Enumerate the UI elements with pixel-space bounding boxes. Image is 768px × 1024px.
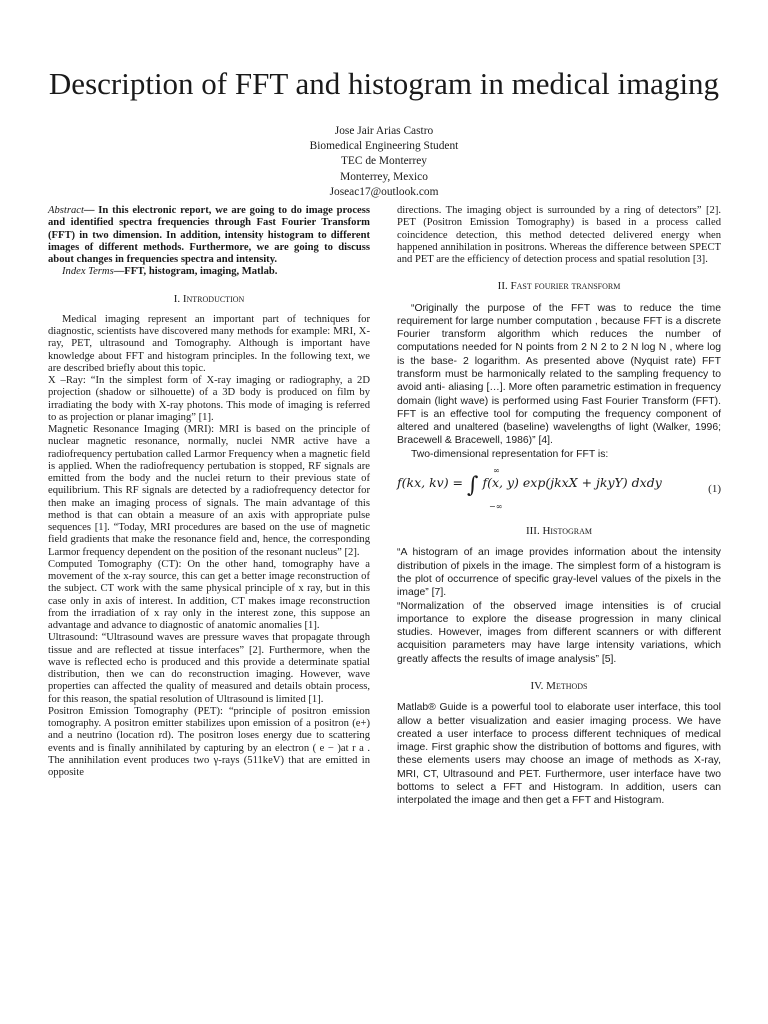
paragraph: “A histogram of an image provides information about the intensity distribution of pixels in the image. The simplest form of a histogram is the plot of occurrence of specific gray-level values of the pixels in the image” [7]. (397, 547, 721, 599)
integral-lower-limit: −∞ (489, 502, 503, 512)
paragraph: Medical imaging represent an important part of techniques for diagnostic, scientists have discovered many methods for example: MRI, X-ray, PET, ultrasound and Tomography. Although is important have knowledge about FFT and histogram principles. In the following text, we are described briefly about this topic. (48, 313, 370, 374)
paragraph: “Originally the purpose of the FFT was to reduce the time requirement for large number computation , because FFT is a discrete Fourier transform algorithm which reduces the number of computations needed for N points from 2 N 2 to 2 N log N , where log is the base- 2 logarithm. As presented above (Nyquist rate) FFT transform must be harmonically related to the sampling frequency to avoid anti- aliasing […]. More often parametric estimation in frequency domain (light wave) is performed using Fast Fourier Transform (FFT). FFT is an effective tool for computing the frequency component of altered and unaltered (baseline) wavelengths of light (Walker, 1996; Bracewell & Bracewell, 1986)” [4]. (397, 302, 721, 447)
abstract-label: Abstract (48, 205, 84, 216)
paragraph: Matlab® Guide is a powerful tool to elaborate user interface, this tool allow a better visualization and easier imaging process. We have created a user interface to process different techniques of medical image. First graphic show the distribution of bottoms and figures, with these elements users may choose an image of methods as X-ray, MRI, CT, Ultrasound and PET. Furthermore, user interface have two bottoms to select a FFT and Histogram. In addition, users can interpolated the image and then get a FFT and Histogram. (397, 702, 721, 807)
equation-number: (1) (708, 483, 721, 496)
author-name: Jose Jair Arias Castro (334, 125, 434, 137)
index-terms-label: Index Terms (62, 266, 114, 278)
author-role: Biomedical Engineering Student (309, 140, 459, 153)
paragraph: Computed Tomography (CT): On the other hand, tomography have a movement of the x-ray source, this can get a better image reconstruction of the subject. CT work with the same physical principle of x ray, but in this case only in axis of interest. In addition, CT makes image reconstruction from the irradiation of x ray only in the interest zone, this suppose an advantage and advance to diagnostic of anatomic anomalies [1]. (48, 558, 370, 631)
integral-sign: ∫ (467, 473, 479, 499)
section-heading-histogram: III. Histogram (525, 525, 593, 538)
abstract (48, 205, 370, 266)
section-heading-methods: IV. Methods (530, 679, 588, 692)
paragraph: Ultrasound: “Ultrasound waves are pressure waves that propagate through tissue and are reflected at tissue interfaces” [2]. Furthermore, when the wave is reflected echo is produced and this provide a determinate spatial distribution, then we can do reconstruction imaging. However, wave properties can affected the quality of measured and details obtain process, for this reason, the spatial resolution of Ultrasound is limited [1]. (48, 632, 370, 705)
equation-body (397, 473, 662, 499)
author-institution: TEC de Monterrey (340, 155, 428, 168)
index-terms (48, 266, 370, 278)
paragraph: Positron Emission Tomography (PET): “principle of positron emission tomography. A positron emitter stabilizes upon emission of a positron (e+) and a neutrino (location rd). The positron loses energy due to scattering events and is finally annihilated by capturing by an electron ( e − )at r a . The annihilation event produces two γ-rays (511keV) that are emitted in opposite (48, 705, 370, 778)
paper-title: Description of FFT and histogram in medical imaging (48, 66, 720, 101)
author-location: Monterrey, Mexico (340, 170, 428, 183)
paragraph: Magnetic Resonance Imaging (MRI): MRI is based on the principle of nuclear magnetic resonance, normally, nuclei NMR active have a radiofrequency pertubation called Larmor Frequency when a magnetic field is applied. When the radiofrequency pertubation is stopped, RF signals are emitted from the body and the nuclei return to their previous state of equilibrium. This RF signals are detected by a radiofrequency detector for then make an imaging process of signals. The main advantage of this method is that can obtain a measure of an axis with appropriate pulse sequences [1]. “Today, MRI procedures are based on the use of magnetic field gradients that make the resonance field and, hence, the corresponding Larmor frequency dependent on the position of the resonant nucleus” [2]. (48, 424, 370, 558)
integral-upper-limit: ∞ (493, 466, 500, 476)
author-email: Joseac17@outlook.com (329, 185, 439, 198)
left-column (48, 205, 370, 779)
abstract-text: — In this electronic report, we are going to do image process and identified spectra frequencies through Fast Fourier Transform (FFT) in two dimension. In addition, intensity histogram to different images of different methods. Furthermore, we are going to discuss about changes in frequencies spectra and intensity. (48, 205, 370, 265)
equation-fft (397, 467, 721, 511)
equation-integrand: f(x, y) exp(jkxX + jkyY) dxdy (482, 475, 662, 491)
paragraph: directions. The imaging object is surrounded by a ring of detectors” [2]. PET (Positron Emission Tomography) is based in a process called coincidence detection, this method detected delivered energy when happened annihilation in positrons. Whereas the difference between SPECT and PET are the efficiency of detection process and spatial resolution [3]. (397, 205, 721, 265)
paragraph: Two-dimensional representation for FFT is: (411, 448, 609, 460)
section-heading-fft: II. Fast fourier transform (497, 280, 621, 293)
index-terms-text: —FFT, histogram, imaging, Matlab. (113, 266, 278, 278)
equation-lhs: f(kx, kv) = (397, 475, 464, 491)
paragraph: “Normalization of the observed image intensities is of crucial importance to explore the disease progression in many clinical studies. However, images from different scanners or with different acquisition parameters may have large intensity variations, which greatly affects the results of image analysis” [5]. (397, 600, 721, 665)
paragraph: X –Ray: “In the simplest form of X-ray imaging or radiography, a 2D projection (shadow or silhouette) of a 3D body is produced on film by irradiating the body with X-ray photons. This mode of imaging is referred to as projection or planar imaging” [1]. (48, 375, 370, 423)
section-heading-introduction: I. Introduction (173, 292, 245, 305)
author-block (0, 124, 768, 200)
right-column (397, 205, 721, 808)
